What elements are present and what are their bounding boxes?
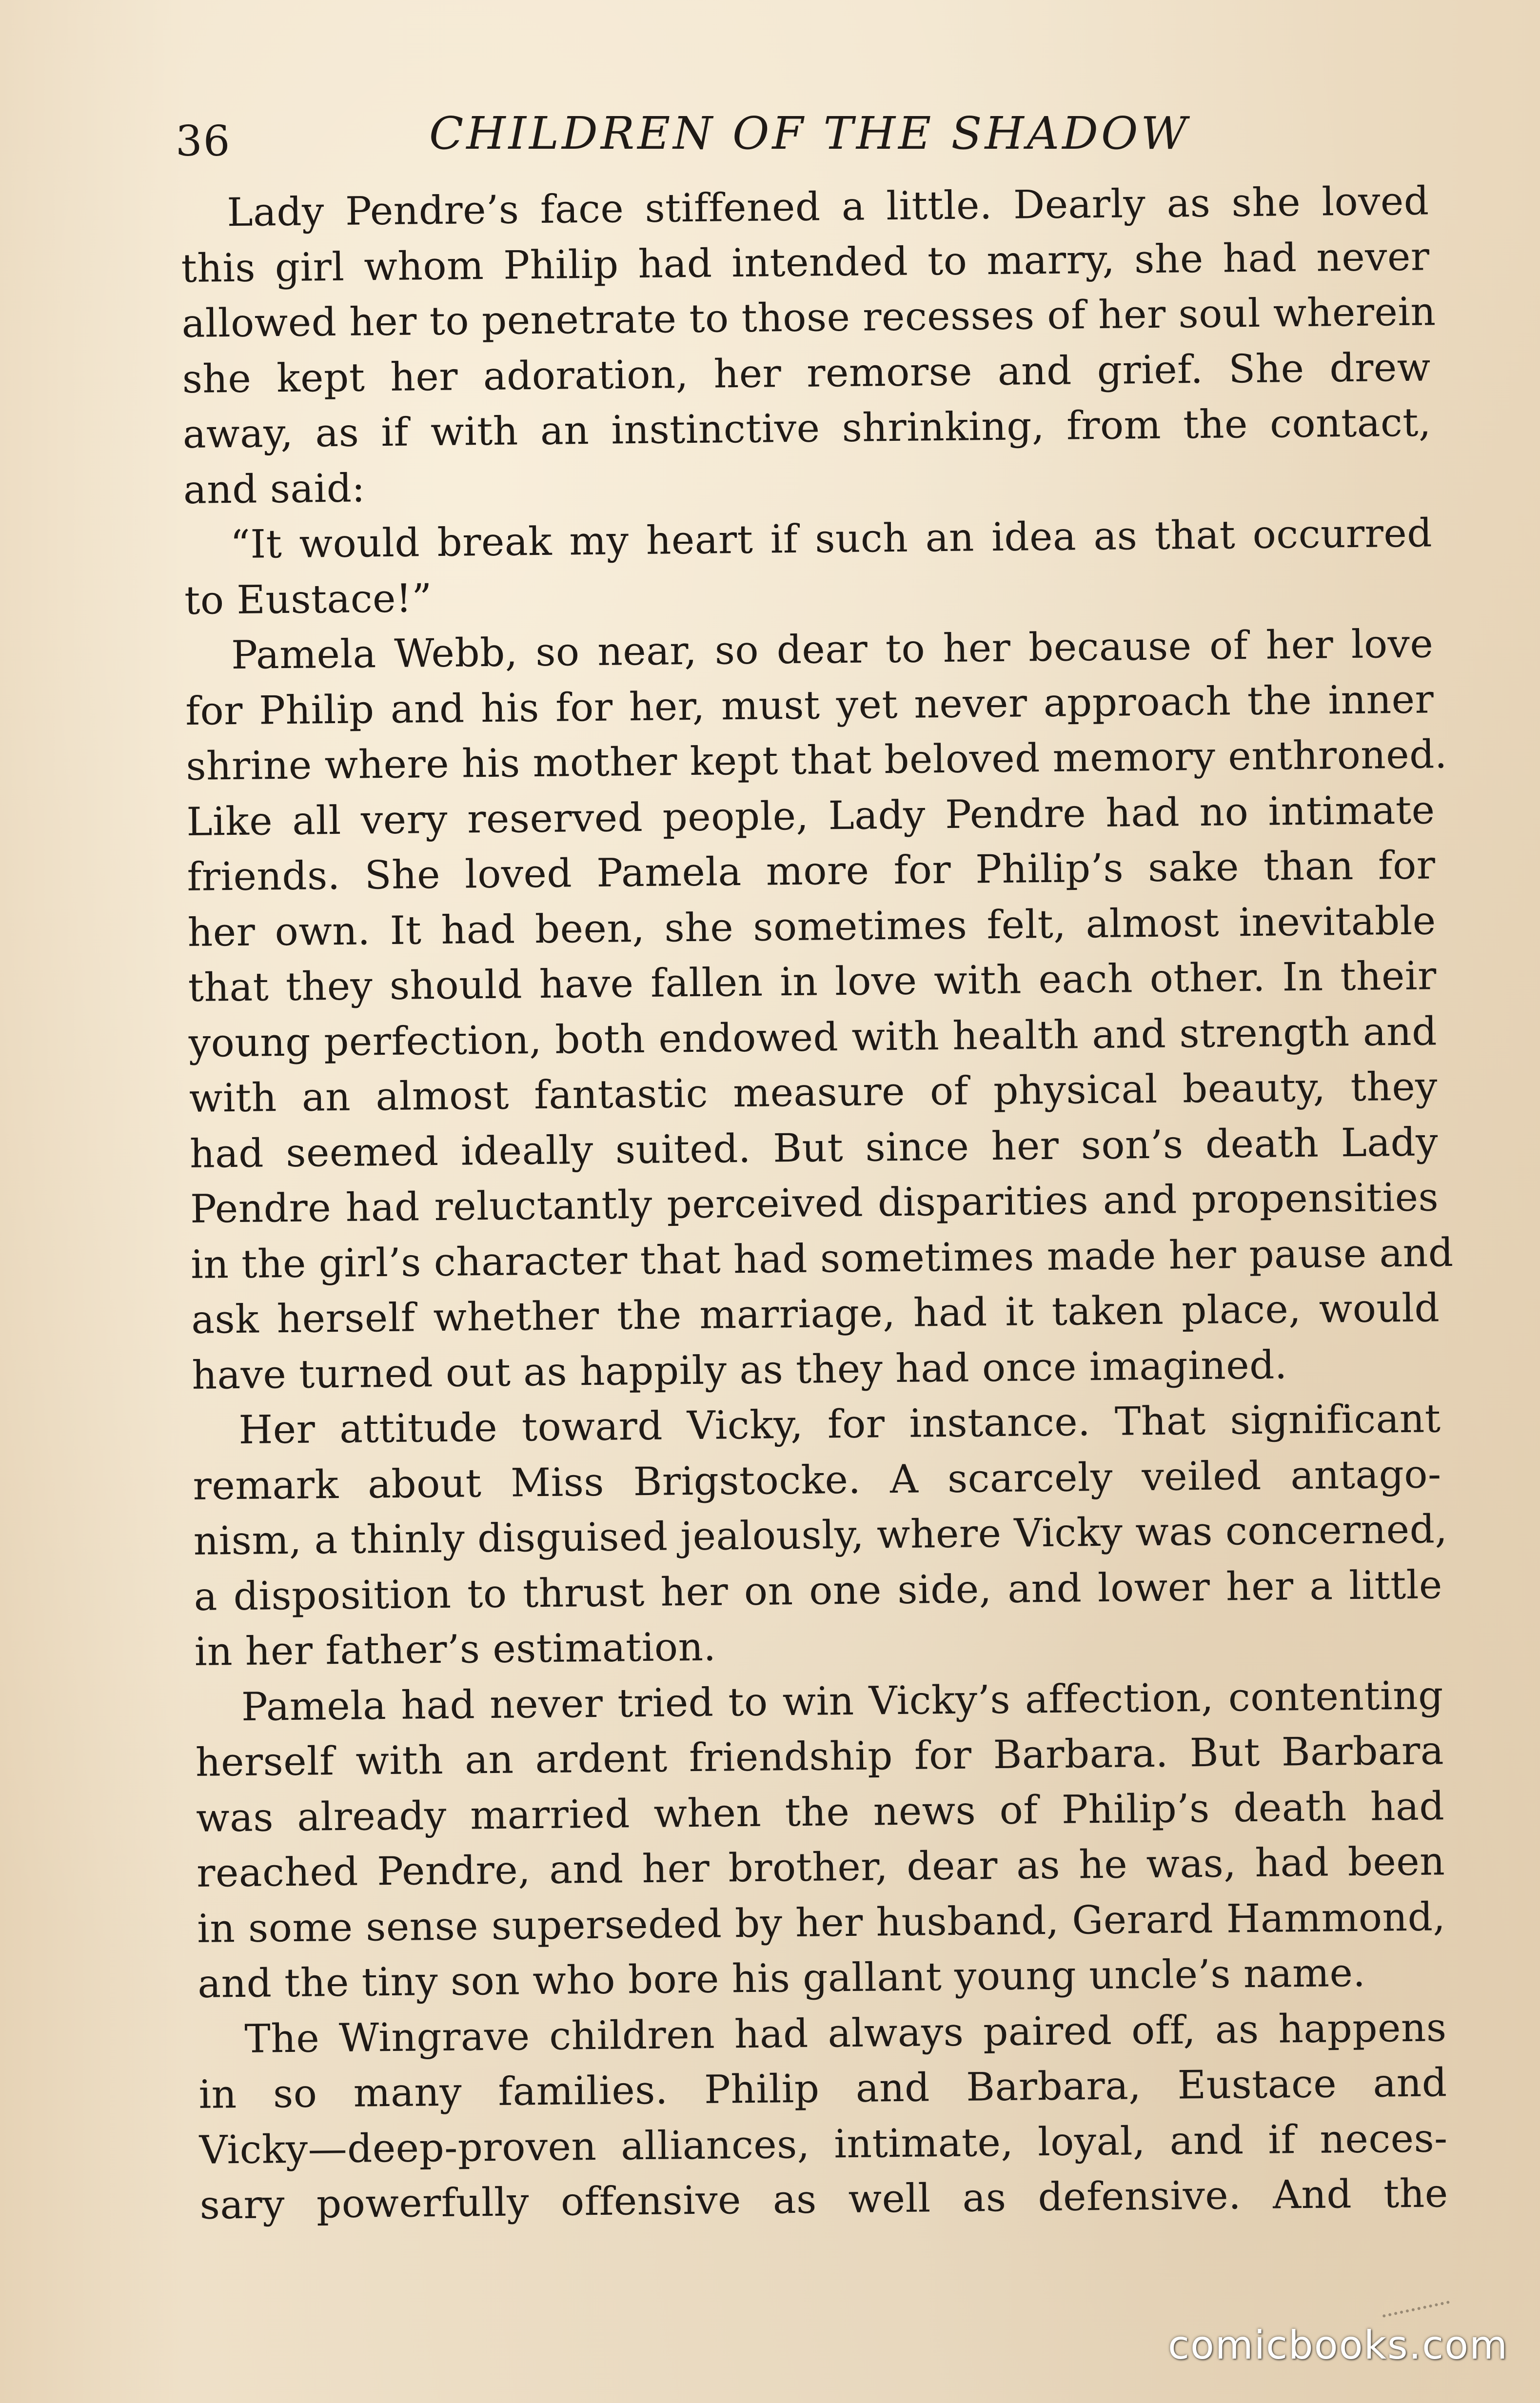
text-line: Lady Pendre’s face stiffened a little. Dearly as she loved — [227, 178, 1429, 236]
page-header — [176, 102, 1443, 176]
text-line: Pamela Webb, so near, so dear to her because of her love — [231, 621, 1434, 678]
text-line: had seemed ideally suited. But since her son’s death Lady — [189, 1119, 1439, 1177]
text-line: was already married when the news of Philip’s death had — [196, 1783, 1445, 1841]
text-line: have turned out as happily as they had once imagined. — [191, 1341, 1288, 1398]
text-line: nism, a thinly disguised jealously, where Vicky was concerned, — [193, 1506, 1448, 1564]
text-line: a disposition to thrust her on one side, and lower her a little — [194, 1561, 1443, 1619]
text-line: ask herself whether the marriage, had it taken place, would — [191, 1285, 1440, 1342]
text-line: this girl whom Philip had intended to marry, she had never — [181, 233, 1430, 291]
text-line: away, as if with an instinctive shrinking, from the contact, — [182, 399, 1432, 457]
watermark: comicbooks.com — [1167, 2323, 1508, 2368]
text-line: Her attitude toward Vicky, for instance. That significant — [238, 1396, 1441, 1453]
text-line: and said: — [183, 465, 366, 512]
paragraph — [192, 1391, 1448, 1679]
text-line: allowed her to penetrate to those recesses of her soul wherein — [181, 289, 1436, 346]
text-line: “It would break my heart if such an idea as that occurred — [230, 510, 1433, 568]
text-line: with an almost fantastic measure of physical beauty, they — [189, 1064, 1438, 1121]
text-line: sary powerfully offensive as well as defensive. And the — [199, 2170, 1449, 2228]
text-line: reached Pendre, and her brother, dear as he was, had been — [196, 1838, 1445, 1896]
text-line: in so many families. Philip and Barbara, Eustace and — [198, 2060, 1447, 2117]
text-line: Pendre had reluctantly perceived disparities and propensities — [190, 1174, 1439, 1232]
paragraph — [198, 2000, 1448, 2233]
paragraph — [195, 1668, 1446, 2012]
text-line: she kept her adoration, her remorse and grief. She drew — [182, 344, 1431, 402]
paragraph — [185, 616, 1454, 1403]
text-line: in some sense superseded by her husband, Gerard Hammond, — [197, 1893, 1446, 1951]
text-line: and the tiny son who bore his gallant young uncle’s name. — [197, 1950, 1366, 2007]
text-line: that they should have fallen in love with each other. In their — [188, 953, 1437, 1010]
text-line: shrine where his mother kept that beloved memory enthroned. — [185, 731, 1448, 789]
page-number: 36 — [176, 117, 231, 166]
text-line: Like all very reserved people, Lady Pendre had no intimate — [186, 787, 1435, 845]
text-line: herself with an ardent friendship for Barbara. But Barbara — [195, 1728, 1444, 1785]
running-head: CHILDREN OF THE SHADOW — [429, 107, 1190, 159]
text-line: in the girl’s character that had sometimes made her pause and — [190, 1229, 1454, 1287]
text-line: Vicky—deep-proven alliances, intimate, loyal, and if neces- — [199, 2115, 1448, 2173]
text-line: for Philip and his for her, must yet never approach the inner — [185, 676, 1434, 734]
text-line: to Eustace!” — [184, 575, 433, 623]
text-line: young perfection, both endowed with health and strength and — [188, 1008, 1438, 1066]
text-line: her own. It had been, she sometimes felt, almost inevitable — [187, 897, 1437, 955]
text-line: remark about Miss Brigstocke. A scarcely veiled antago- — [193, 1451, 1441, 1509]
paragraph — [180, 173, 1436, 517]
body-text — [180, 173, 1454, 2233]
text-line: friends. She loved Pamela more for Philip’s sake than for — [187, 842, 1436, 900]
text-line: The Wingrave children had always paired off, as happens — [244, 2004, 1447, 2062]
text-line: Pamela had never tried to win Vicky’s affection, contenting — [241, 1672, 1444, 1730]
paragraph — [184, 505, 1433, 628]
text-line: in her father’s estimation. — [194, 1624, 716, 1674]
